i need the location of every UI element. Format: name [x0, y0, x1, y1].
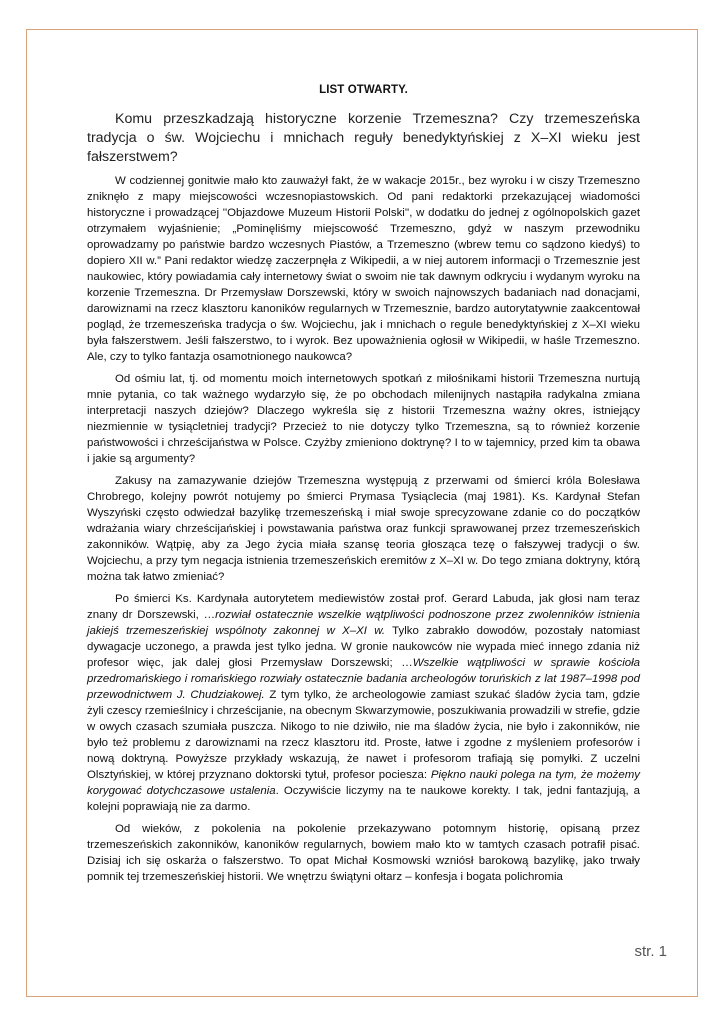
paragraph-text: W codziennej gonitwie mało kto zauważył fakt, że w wakacje 2015r., bez wyroku i w ciszy Trzemeszno zniknęło z mapy miejscowości wczesnopiastowskich. Od pani redaktorki przekazującej wiadomości historyczne i prowadzącej ''Objazdowe Muzeum Historii Polski'', w dodatku do jednej z ogólnopolskich gazet otrzymałem wyjaśnienie; „Pominęliśmy miejscowość Trzemeszno, gdyż w naszym przewodniku oprowadzamy po państwie bardzo wczesnych Piastów, a Trzemeszno (wbrew temu co sądzono kiedyś) to dopiero XII w.” Pani redaktor wiedzę zaczerpnęła z Wikipedii, a w niej autorem informacji o Trzemesznie jest naukowiec, który powiadamia cały internetowy świat o swoim nie tak dawnym odkryciu i wydanym wyroku na korzenie Trzemeszna. Dr Przemysław Dorszewski, który w swoich najnowszych badaniach nad donacjami, darowiznami na rzecz klasztoru kanoników regularnych w Trzemesznie, bardzo autorytatywnie zaakcentował pogląd, że trzemeszeńska tradycja o św. Wojciechu, jak i mnichach o regule benedyktyńskiej z X–XI wieku była fałszerstwem. Jeśli fałszerstwo, to i wyrok. Bez upoważnienia ogłosił w Wikipedii, w haśle Trzemeszno. Ale, czy to tylko fantazja osamotnionego naukowca?: [87, 175, 640, 363]
italic-quote: rozwiał ostatecznie wszelkie wątpliwości podnoszone przez zwolenników istnienia jakiejś trzemeszeńskiej wspólnoty zakonnej w X–XI w.: [87, 609, 640, 637]
paragraph-text: Od ośmiu lat, tj. od momentu moich internetowych spotkań z miłośnikami historii Trzemeszna nurtują mnie pytania, co tak ważnego wydarzyło się, że po obchodach milenijnych nastąpiła radykalna zmiana interpretacji naszych dziejów? Dlaczego wykreśla się z historii Trzemeszna ważny okres, istniejący niezmiennie w tysiącletniej tradycji? Przecież to nie dotyczy tylko Trzemeszna, są to również korzenie państwowości i chrześcijaństwa w Polsce. Czyżby zmieniono doktrynę? I to w tajemnicy, przed kim ta obawa i jakie są argumenty?: [87, 373, 640, 465]
paragraph-list: [87, 173, 640, 885]
paragraph-text: Po śmierci Ks. Kardynała autorytetem mediewistów został prof. Gerard Labuda, jak głosi nam teraz znany dr Dorszewski, …: [87, 593, 640, 621]
paragraph-text: . Oczywiście liczymy na te naukowe korekty. I tak, jedni fantazjują, a kolejni poprawiają nie za darmo.: [87, 785, 640, 813]
paragraph-text: Zakusy na zamazywanie dziejów Trzemeszna występują z przerwami od śmierci króla Bolesława Chrobrego, kolejny powrót notujemy po śmierci Prymasa Tysiąclecia (maj 1981). Ks. Kardynał Stefan Wyszyński często odwiedzał bazylikę trzemeszeńską i miał swoje sprecyzowane zdanie co do początków wdrażania wiary chrześcijańskiej i powstawania państwa oraz funkcji sprawowanej przez trzemeszeńskich zakonników. Wątpię, aby za Jego życia miała szansę teoria głosząca tezę o fałszywej tradycji o św. Wojciechu, a przy tym negacja istnienia trzemeszeńskich eremitów z X–XI w. Do tego zmiana doktryny, którą można tak łatwo zmieniać?: [87, 475, 640, 583]
body-paragraph: [87, 173, 640, 365]
document-title: LIST OTWARTY.: [319, 84, 408, 96]
document-subtitle: Komu przeszkadzają historyczne korzenie Trzemeszna? Czy trzemeszeńska tradycja o św. Wojciechu i mnichach reguły benedyktyńskiej z X–XI wieku jest fałszerstwem?: [87, 111, 640, 165]
document-body: [87, 84, 640, 891]
paragraph-text: Tylko zabrakło dowodów, pozostały natomiast dywagacje uczonego, a prawda jest tylko jedna. W gronie naukowców nie wypada mieć innego zdania niż profesor więc, jak dalej głosi Przemysław Dorszewski; …: [87, 625, 640, 669]
page-number: str. 1: [634, 943, 667, 960]
body-paragraph: [87, 821, 640, 885]
body-paragraph: [87, 473, 640, 585]
body-paragraph: [87, 371, 640, 467]
document-page: [26, 29, 698, 997]
italic-quote: Wszelkie wątpliwości w sprawie kościoła przedromańskiego i romańskiego rozwiały ostatecznie badania archeologów toruńskich z lat 1987–1998 pod przewodnictwem J. Chudziakowej.: [87, 657, 640, 701]
paragraph-text: Z tym tylko, że archeologowie zamiast szukać śladów życia tam, gdzie żyli czescy rzemieślnicy i chrześcijanie, na obecnym Skwarzymowie, poszukiwania prowadzili w strefie, gdzie w owych czasach szumiała puszcza. Nikogo to nie dziwiło, nie ma śladów życia, nie było i zakonników, nie było też problemu z darowiznami na rzecz klasztoru itd. Proste, łatwe i zgodne z myśleniem profesorów i nową doktryną. Powyższe przykłady wskazują, że nawet i profesorom trafiają się pomyłki. Z uczelni Olsztyńskiej, w której przyznano doktorski tytuł, profesor pociesza:: [87, 689, 640, 781]
paragraph-text: Od wieków, z pokolenia na pokolenie przekazywano potomnym historię, opisaną przez trzemeszeńskich zakonników, kanoników regularnych, bowiem mało kto w tamtych czasach potrafił pisać. Dzisiaj ich się oskarża o fałszerstwo. To opat Michał Kosmowski wzniósł barokową bazylikę, jako trwały pomnik tej trzemeszeńskiej historii. We wnętrzu świątyni ołtarz – konfesja i bogata polichromia: [87, 823, 640, 883]
italic-quote: Piękno nauki polega na tym, że możemy korygować dotychczasowe ustalenia: [87, 769, 640, 797]
body-paragraph: [87, 591, 640, 815]
